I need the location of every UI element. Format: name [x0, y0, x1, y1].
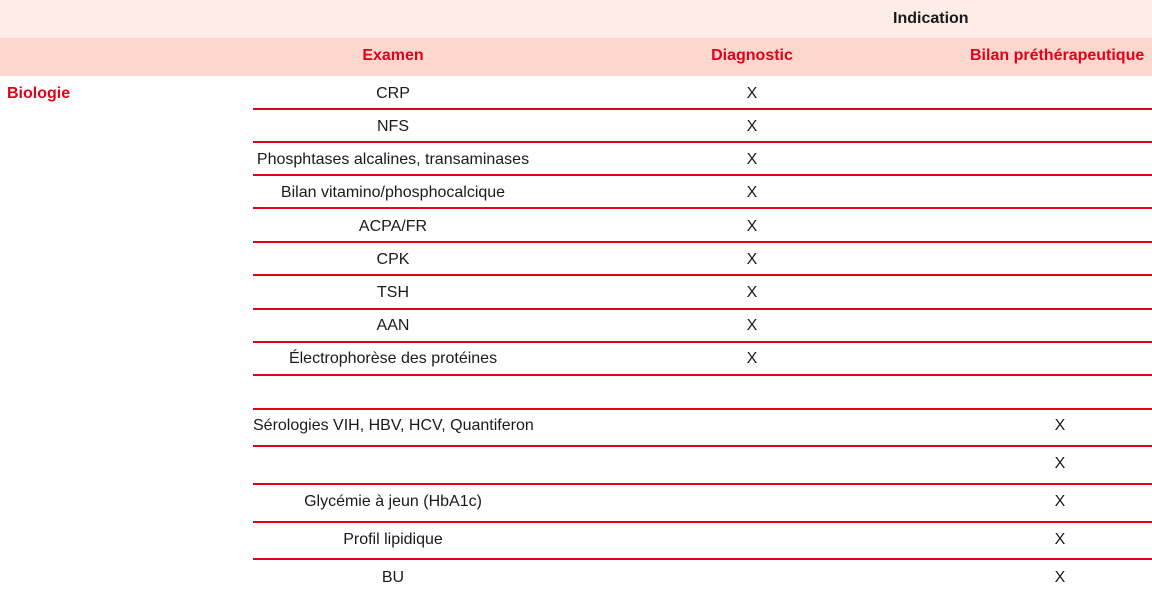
cell-examen: BU — [381, 569, 405, 586]
cell-diagnostic: X — [746, 151, 758, 168]
row-divider — [253, 483, 1152, 485]
cell-diagnostic: X — [746, 118, 758, 135]
cell-examen: Bilan vitamino/phosphocalcique — [280, 184, 506, 201]
row-divider — [253, 274, 1152, 276]
section-label-biologie: Biologie — [7, 85, 71, 102]
cell-examen: Électrophorèse des protéines — [288, 350, 498, 367]
cell-examen: Sérologies VIH, HBV, HCV, Quantiferon — [253, 417, 534, 434]
cell-bilan: X — [1054, 531, 1066, 548]
row-divider — [253, 558, 1152, 560]
cell-examen: ACPA/FR — [358, 218, 428, 235]
row-divider — [253, 141, 1152, 143]
row-divider — [253, 374, 1152, 376]
cell-examen: Profil lipidique — [343, 531, 443, 548]
row-divider — [253, 108, 1152, 110]
cell-diagnostic: X — [746, 317, 758, 334]
cell-diagnostic: X — [746, 218, 758, 235]
cell-examen: AAN — [376, 317, 410, 334]
cell-bilan: X — [1054, 455, 1066, 472]
row-divider — [253, 241, 1152, 243]
row-divider — [253, 445, 1152, 447]
cell-examen: Phosphtases alcalines, transaminases — [256, 151, 530, 168]
cell-diagnostic: X — [746, 85, 758, 102]
cell-examen: CRP — [376, 85, 410, 102]
row-divider — [253, 408, 1152, 410]
cell-diagnostic: X — [746, 350, 758, 367]
cell-examen: Glycémie à jeun (HbA1c) — [304, 493, 482, 510]
row-divider — [253, 174, 1152, 176]
cell-examen: NFS — [377, 118, 409, 135]
cell-diagnostic: X — [746, 184, 758, 201]
cell-diagnostic: X — [746, 251, 758, 268]
cell-bilan: X — [1054, 493, 1066, 510]
row-divider — [253, 341, 1152, 343]
cell-examen: CPK — [376, 251, 410, 268]
cell-examen: TSH — [377, 284, 409, 301]
cell-bilan: X — [1054, 569, 1066, 586]
header-band-indication — [0, 0, 1152, 38]
column-header-bilan: Bilan préthérapeutique — [970, 47, 1145, 64]
row-divider — [253, 207, 1152, 209]
column-header-diagnostic: Diagnostic — [711, 47, 793, 64]
row-divider — [253, 521, 1152, 523]
row-divider — [253, 308, 1152, 310]
cell-bilan: X — [1054, 417, 1066, 434]
indication-header: Indication — [893, 10, 969, 27]
column-header-examen: Examen — [362, 47, 424, 64]
cell-diagnostic: X — [746, 284, 758, 301]
